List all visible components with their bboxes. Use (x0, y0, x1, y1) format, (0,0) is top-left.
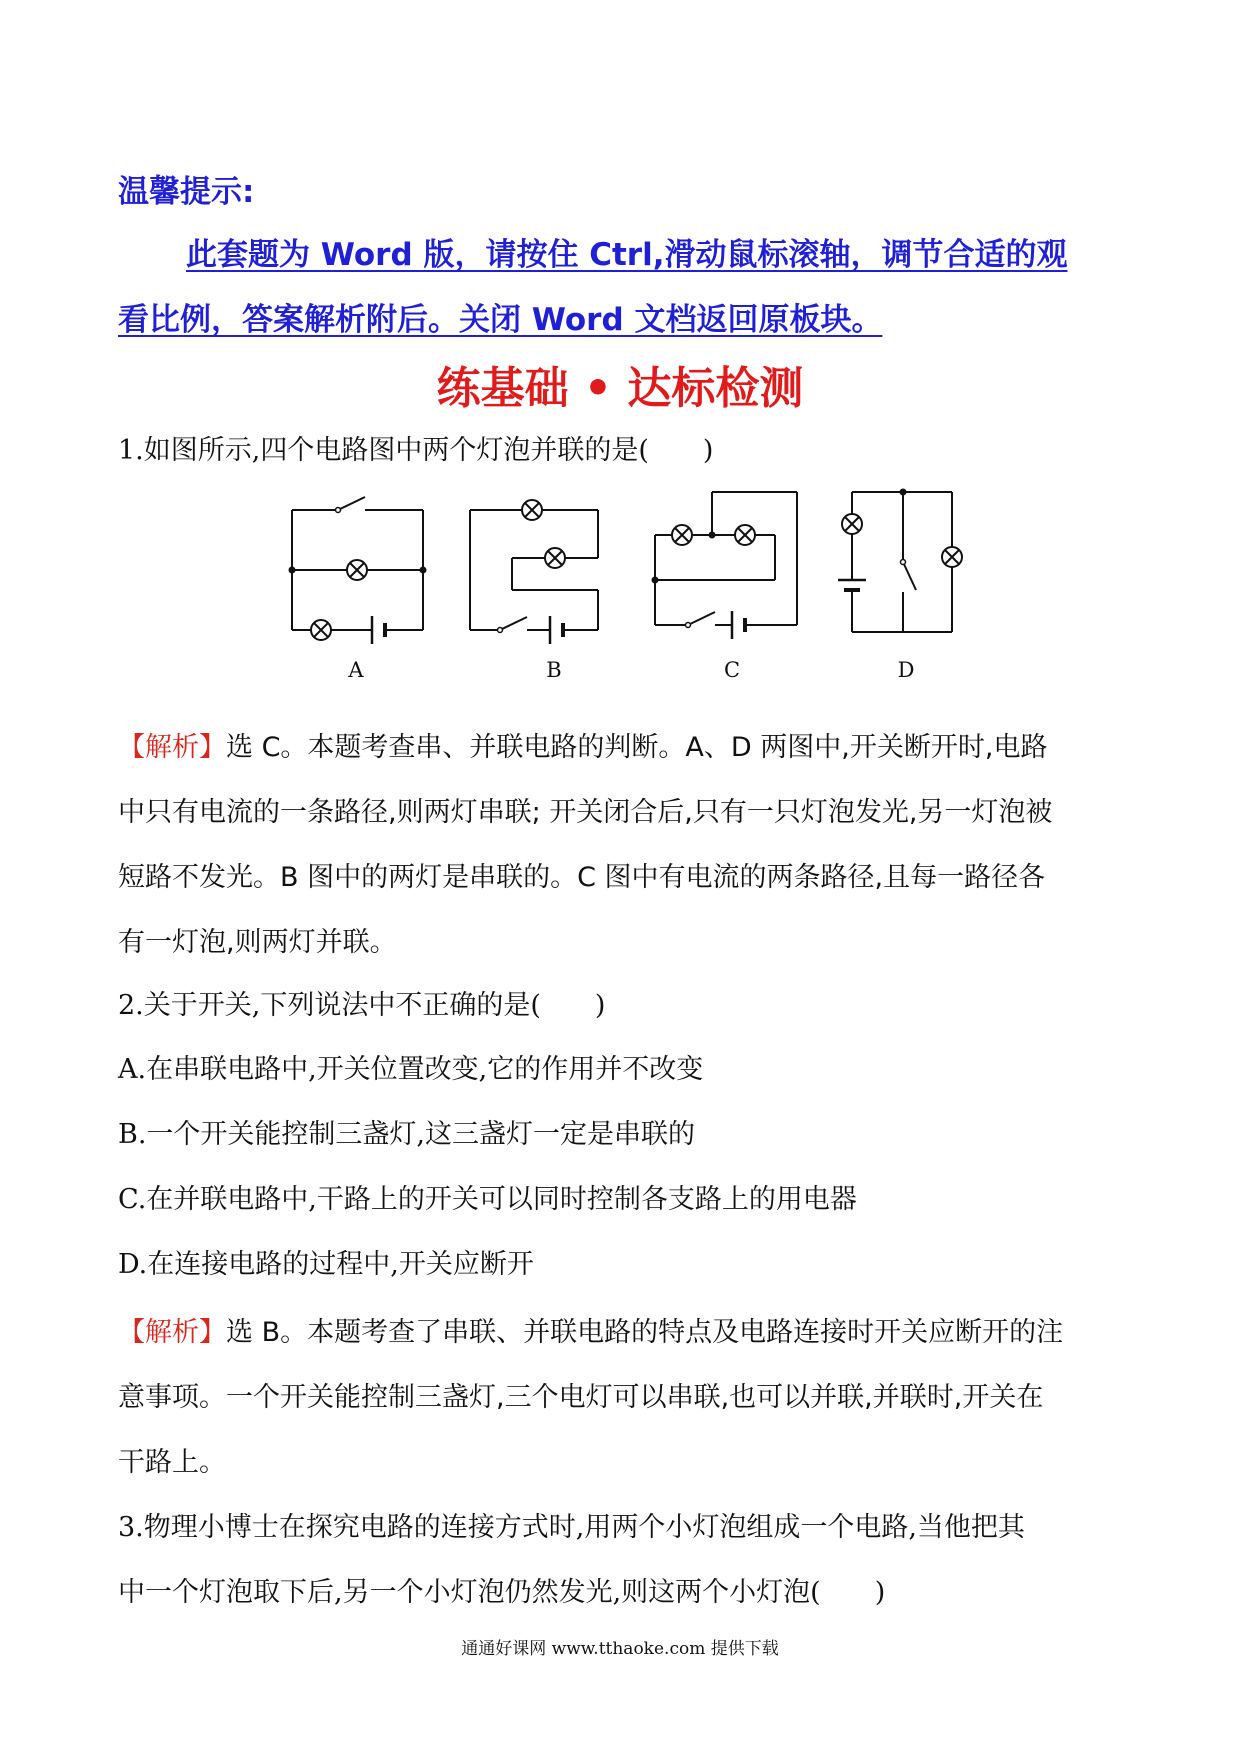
question-2-stem: 2.关于开关,下列说法中不正确的是( ) (118, 990, 606, 1021)
hint-line-2: 看比例，答案解析附后。关闭 Word 文档返回原板块。 (118, 302, 883, 338)
hint-line-1: 此套题为 Word 版，请按住 Ctrl,滑动鼠标滚轴，调节合适的观 (186, 237, 1068, 273)
analysis-2-line-2: 意事项。一个开关能控制三盏灯,三个电灯可以串联,也可以并联,并联时,开关在 (118, 1382, 1044, 1413)
circuit-b (470, 510, 598, 644)
lamp-icon (735, 525, 755, 545)
question-3-stem-line-2: 中一个灯泡取下后,另一个小灯泡仍然发光,则这两个小灯泡( ) (118, 1577, 886, 1608)
figure-label-b: B (546, 658, 562, 682)
question-1-stem: 1.如图所示,四个电路图中两个灯泡并联的是( ) (118, 435, 714, 466)
question-2-option-c: C.在并联电路中,干路上的开关可以同时控制各支路上的用电器 (118, 1184, 857, 1215)
circuit-c (655, 492, 797, 639)
question-2-option-b: B.一个开关能控制三盏灯,这三盏灯一定是串联的 (118, 1119, 696, 1150)
circuit-d (838, 492, 952, 632)
analysis-tag: 【解析】 (118, 1317, 226, 1348)
analysis-1-line-2: 中只有电流的一条路径,则两灯串联; 开关闭合后,只有一只灯泡发光,另一灯泡被 (118, 797, 1053, 828)
circuit-diagrams (0, 470, 1240, 690)
lamp-icon (842, 514, 862, 534)
figure-label-d: D (897, 658, 915, 682)
analysis-tag: 【解析】 (118, 732, 226, 763)
figure-label-c: C (723, 658, 741, 682)
lamp-icon (545, 548, 565, 568)
analysis-1-line-3: 短路不发光。B 图中的两灯是串联的。C 图中有电流的两条路径,且每一路径各 (118, 862, 1046, 893)
question-3-stem-line-1: 3.物理小博士在探究电路的连接方式时,用两个小灯泡组成一个电路,当他把其 (118, 1512, 1025, 1543)
analysis-2-line-3: 干路上。 (118, 1447, 226, 1478)
section-title: 练基础 • 达标检测 (436, 363, 804, 414)
analysis-1-line-1: 【解析】选 C。本题考查串、并联电路的判断。A、D 两图中,开关断开时,电路 (118, 732, 1048, 763)
analysis-1-line-4: 有一灯泡,则两灯并联。 (118, 927, 397, 958)
lamp-icon (311, 620, 331, 640)
hint-title: 温馨提示: (118, 174, 255, 210)
question-2-option-d: D.在连接电路的过程中,开关应断开 (118, 1249, 534, 1280)
lamp-icon (347, 560, 367, 580)
lamp-icon (672, 525, 692, 545)
question-2-option-a: A.在串联电路中,开关位置改变,它的作用并不改变 (118, 1054, 704, 1085)
lamp-icon (942, 547, 962, 567)
figure-label-a: A (348, 658, 364, 682)
analysis-2-line-1: 【解析】选 B。本题考查了串联、并联电路的特点及电路连接时开关应断开的注 (118, 1317, 1064, 1348)
page-footer: 通通好课网 www.tthaoke.com 提供下载 (461, 1639, 779, 1659)
lamp-icon (522, 500, 542, 520)
